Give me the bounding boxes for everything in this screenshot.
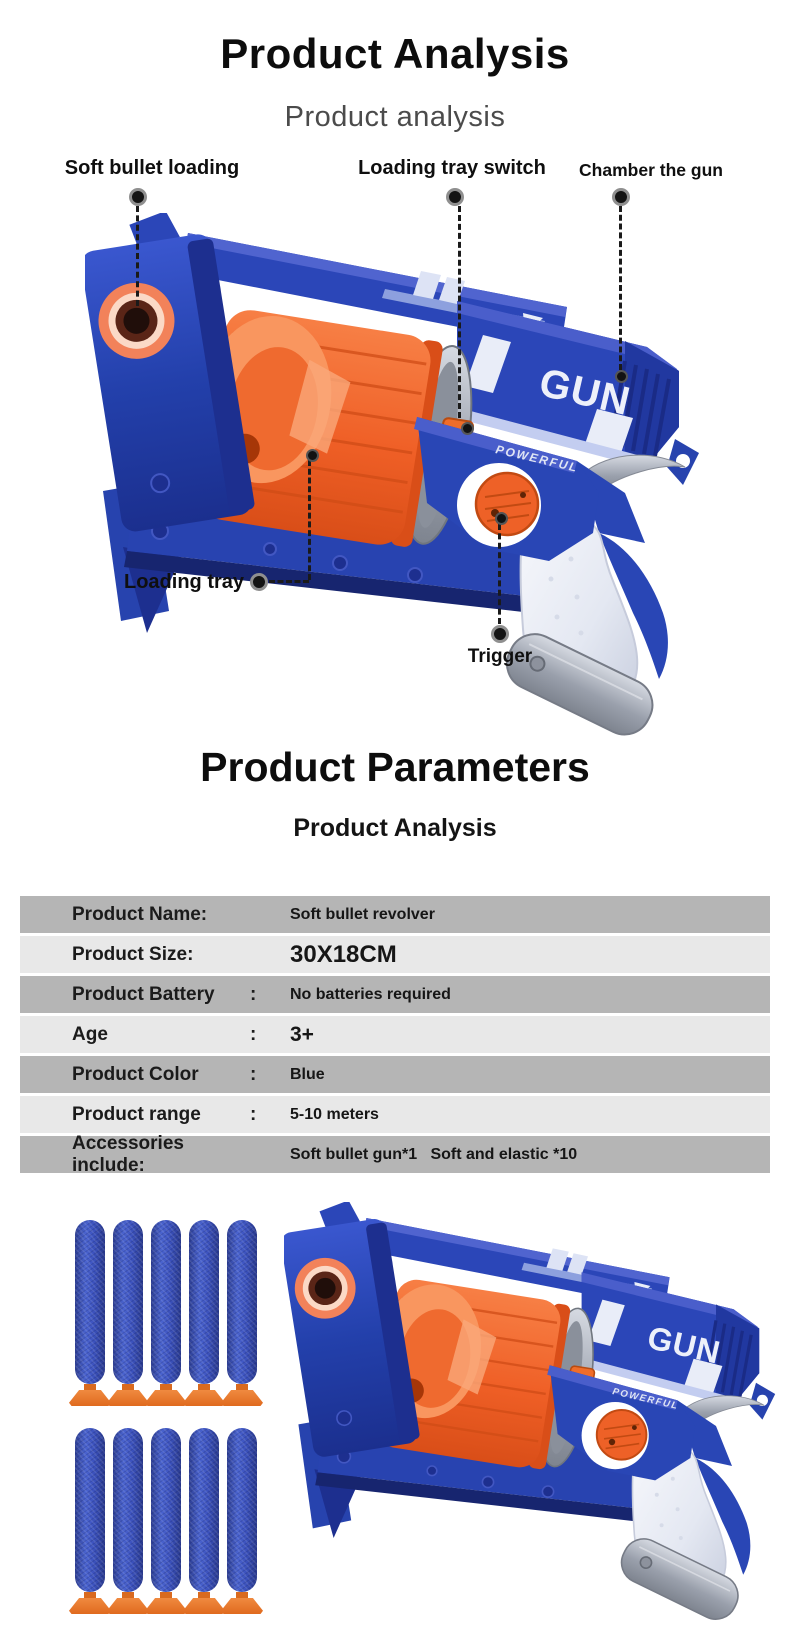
callout-label-loading-tray-switch: Loading tray switch — [358, 157, 546, 179]
param-value: Soft bullet gun*1 Soft and elastic *10 — [290, 1145, 578, 1163]
callout-hline-loading-tray — [269, 580, 309, 583]
param-row-color — [20, 1056, 770, 1093]
page-subtitle: Product analysis — [284, 101, 506, 133]
param-row-name — [20, 896, 770, 933]
param-row-age — [20, 1016, 770, 1053]
foam-darts-row-2 — [75, 1428, 257, 1614]
parameters-table — [20, 896, 770, 1176]
callout-dot-chamber-the-gun — [612, 188, 630, 206]
param-colon: : — [250, 983, 257, 1005]
param-value: No batteries required — [290, 985, 451, 1003]
foam-dart — [189, 1220, 219, 1406]
callout-line-trigger — [498, 524, 501, 624]
callout-anchor-trigger — [495, 512, 508, 525]
params-section-subtitle: Product Analysis — [293, 814, 497, 842]
page-title: Product Analysis — [220, 30, 570, 77]
foam-dart — [113, 1428, 143, 1614]
callout-label-soft-bullet-loading: Soft bullet loading — [64, 157, 240, 179]
callout-line-loading-tray-switch — [458, 206, 461, 418]
foam-dart — [75, 1428, 105, 1614]
callout-dot-soft-bullet-loading — [129, 188, 147, 206]
callout-dot-loading-tray-switch — [446, 188, 464, 206]
annotated-product-image — [85, 213, 700, 743]
param-label: Age — [72, 1023, 108, 1045]
callout-label-chamber-the-gun: Chamber the gun — [579, 160, 723, 180]
param-label: Product range — [72, 1103, 201, 1125]
callout-dot-trigger — [491, 625, 509, 643]
param-value: 3+ — [290, 1022, 314, 1046]
param-row-size — [20, 936, 770, 973]
param-value: 5-10 meters — [290, 1105, 379, 1123]
foam-dart — [189, 1428, 219, 1614]
foam-darts-row-1 — [75, 1220, 257, 1406]
param-label: Product Name: — [72, 903, 208, 925]
param-label: Product Size: — [72, 943, 194, 965]
params-section-title: Product Parameters — [200, 744, 590, 790]
param-value: Blue — [290, 1065, 325, 1083]
callout-anchor-loading-tray — [306, 449, 319, 462]
param-label: Product Battery — [72, 983, 215, 1005]
foam-dart — [113, 1220, 143, 1406]
foam-dart — [75, 1220, 105, 1406]
callout-label-trigger: Trigger — [467, 646, 533, 667]
callout-line-soft-bullet-loading — [136, 206, 139, 306]
foam-dart — [227, 1220, 257, 1406]
param-value: 30X18CM — [290, 940, 397, 968]
foam-dart — [151, 1220, 181, 1406]
foam-dart — [227, 1428, 257, 1614]
foam-dart — [151, 1428, 181, 1614]
callout-anchor-loading-tray-switch — [461, 422, 474, 435]
param-row-battery — [20, 976, 770, 1013]
callout-label-loading-tray: Loading tray — [123, 571, 245, 593]
param-row-accessories — [20, 1132, 770, 1176]
param-label: Accessories include: — [72, 1132, 184, 1176]
callout-anchor-chamber-the-gun — [615, 370, 628, 383]
accessory-gun-image — [284, 1202, 776, 1626]
param-value: Soft bullet revolver — [290, 905, 435, 923]
param-colon: : — [250, 1103, 257, 1125]
callout-line-chamber-the-gun — [619, 206, 622, 370]
callout-dot-loading-tray — [250, 573, 268, 591]
param-label: Product Color — [72, 1063, 199, 1085]
param-colon: : — [250, 1063, 257, 1085]
param-colon: : — [250, 1023, 257, 1045]
callout-line-loading-tray — [308, 460, 311, 580]
param-row-range — [20, 1096, 770, 1133]
